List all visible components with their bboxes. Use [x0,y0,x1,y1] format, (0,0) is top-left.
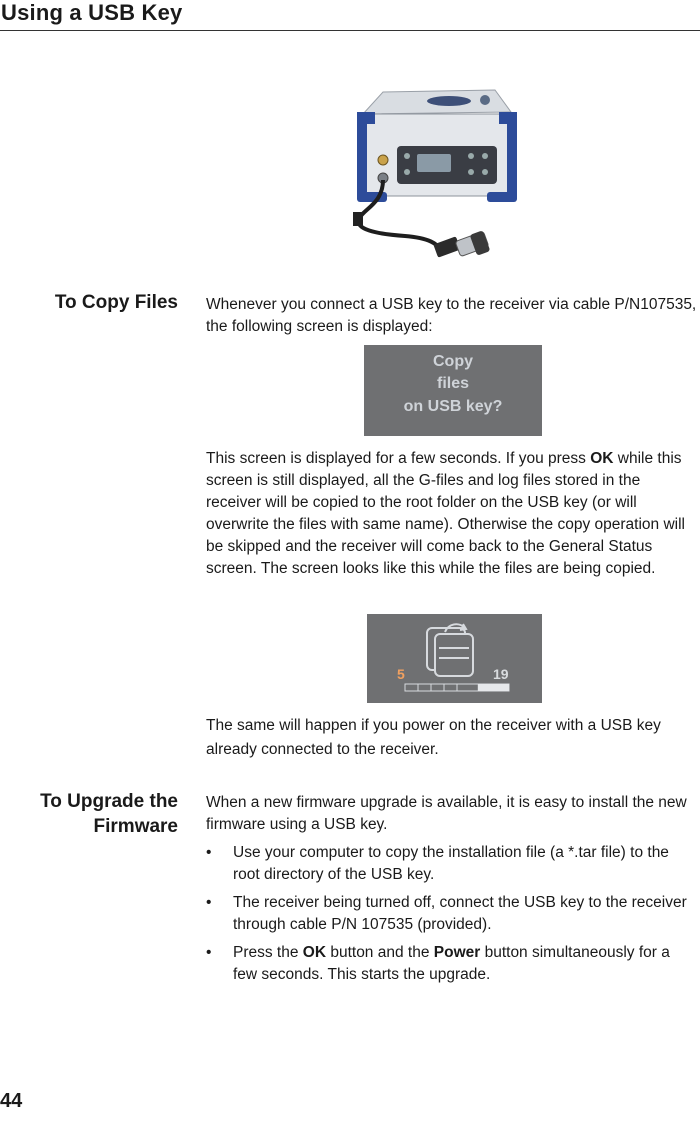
bullet-mark: • [206,944,212,961]
section-heading-upgrade-line2: Firmware [93,816,178,837]
lcd-line-2: files [436,375,469,392]
header-divider [0,30,700,31]
bullet-mark: • [206,894,212,911]
receiver-logo-badge [427,96,471,106]
power-button-label: Power [433,944,481,961]
ok-key-label: OK [590,450,614,467]
copy-body-text: This screen is displayed for a few seconds. If you press OK while this screen is still displayed, all the G-files and log files stored in the receiver will be copied to the root folder on the USB key (or will overwrite the files with same name). Otherwise the copy operation will be skipped and the receiver will come back to the General Status screen. The screen looks like this while the files are being copied. [206,450,685,577]
lcd-copy-progress-screen [367,614,542,703]
section-heading-copy-files: To Copy Files [54,292,178,313]
upgrade-step-2-text: The receiver being turned off, connect the USB key to the receiver through cable P/N 107535 (provided). [233,894,687,933]
section-heading-upgrade-line1: To Upgrade the [40,791,178,812]
page-number: 44 [0,1090,23,1112]
bullet-mark: • [206,844,212,861]
files-copy-icon [427,624,473,676]
receiver-usb-photo [345,84,521,270]
receiver-lcd-icon [417,154,451,172]
lcd-copy-files-screen [364,345,542,436]
lcd-line-1: Copy [433,353,473,370]
upgrade-step-3-text: Press the OK button and the Power button simultaneously for a few seconds. This starts the upgrade. [233,944,670,983]
upgrade-intro-text: When a new firmware upgrade is available, it is easy to install the new firmware using a USB key. [206,794,687,833]
ok-button-label: OK [302,944,327,961]
files-copied-count: 5 [397,666,405,682]
progress-bar-fill [478,684,509,691]
lcd-line-3: on USB key? [403,398,503,415]
copy-intro-text: Whenever you connect a USB key to the receiver via cable P/N107535, the following screen is displayed: [206,296,697,335]
page-header-title: Using a USB Key [1,0,183,25]
copy-closing-text: The same will happen if you power on the receiver with a USB key already connected to the receiver. [206,717,661,758]
copy-progress-bar [405,684,509,691]
upgrade-step-1-text: Use your computer to copy the installation file (a *.tar file) to the root directory of the USB key. [233,844,669,883]
files-total-count: 19 [493,666,509,682]
